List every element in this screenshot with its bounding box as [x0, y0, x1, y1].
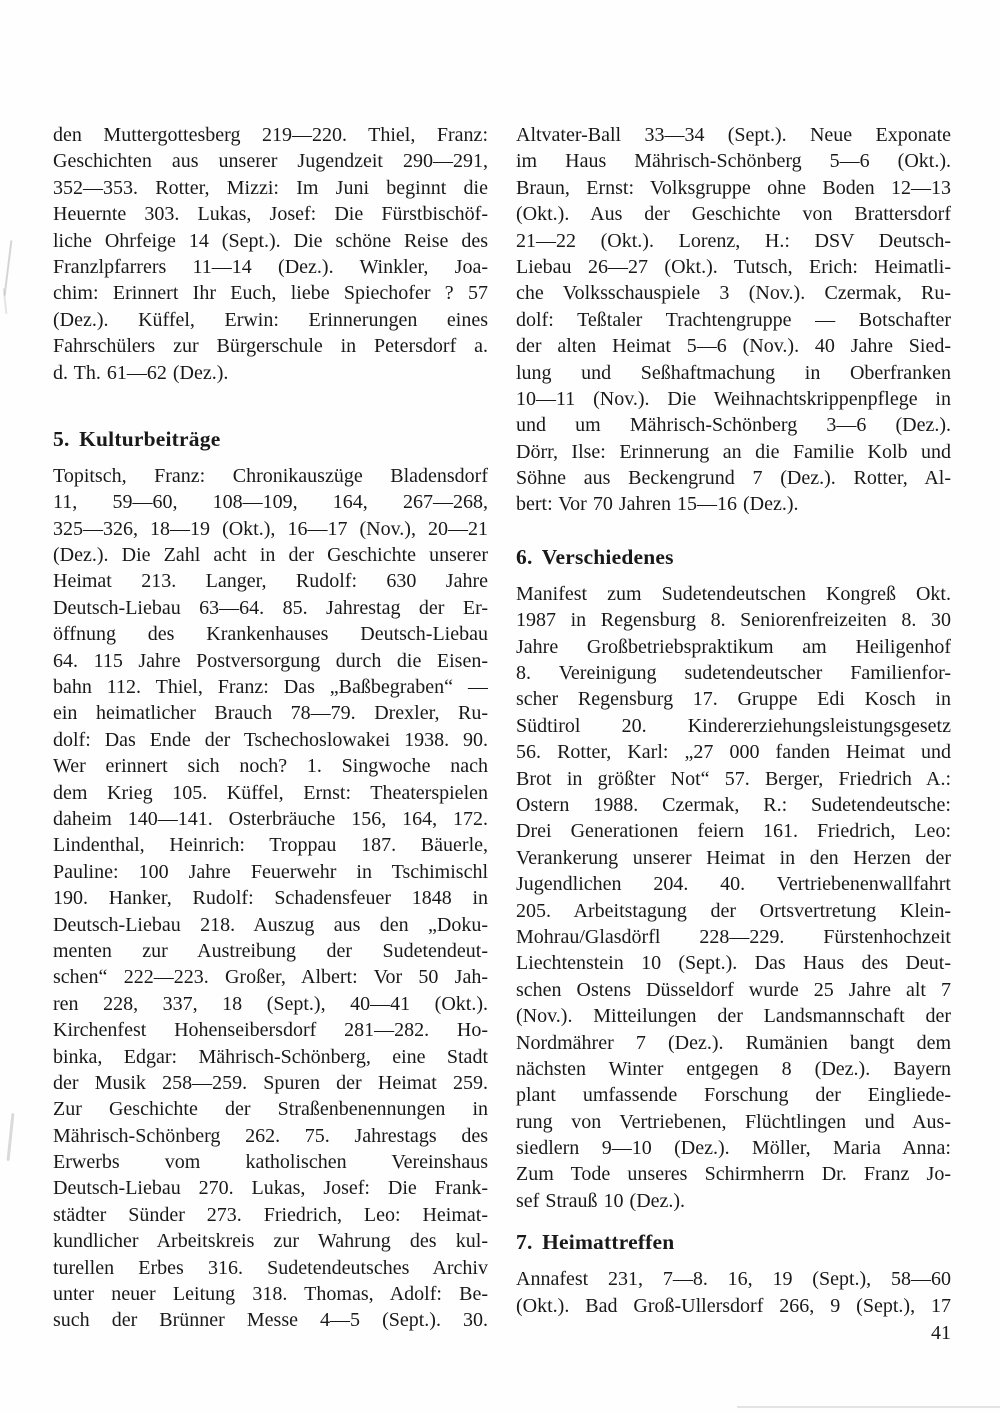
text-line: bahn 112. Thiel, Franz: Das „Baßbegraben“ —	[53, 676, 488, 699]
text-line: siedlern 9—10 (Dez.). Möller, Maria Anna:	[516, 1137, 951, 1160]
text-line: 190. Hanker, Rudolf: Schadensfeuer 1848 in	[53, 887, 488, 910]
text-line: d. Th. 61—62 (Dez.).	[53, 361, 229, 384]
section-heading: 7. Heimattreffen	[516, 1230, 675, 1255]
text-line: der Musik 258—259. Spuren der Heimat 259.	[53, 1071, 488, 1094]
text-line: Heuernte 303. Lukas, Josef: Die Fürstbischöf-	[53, 203, 488, 226]
text-line: plant umfassende Forschung der Eingliede-	[516, 1084, 951, 1107]
text-line: unter neuer Leitung 318. Thomas, Adolf: Be-	[53, 1283, 488, 1306]
text-line: dolf: Teßtaler Trachtengruppe — Botschafter	[516, 308, 951, 331]
text-line: Zur Geschichte der Straßenbenennungen in	[53, 1098, 488, 1121]
text-line: (Dez.). Die Zahl acht in der Geschichte unserer	[53, 544, 488, 567]
index-paragraph	[516, 581, 951, 1214]
text-line: scher Regensburg 17. Gruppe Edi Kosch in	[516, 688, 951, 711]
text-column-left	[53, 122, 488, 1334]
text-line: kundlicher Arbeitskreis zur Wahrung des kul-	[53, 1230, 488, 1253]
text-line: 11, 59—60, 108—109, 164, 267—268,	[53, 491, 488, 514]
text-line: Liechtenstein 10 (Sept.). Das Haus des Deut-	[516, 952, 951, 975]
text-line: Jugendlichen 204. 40. Vertriebenenwallfahrt	[516, 873, 951, 896]
text-line: 56. Rotter, Karl: „27 000 fanden Heimat und	[516, 741, 951, 764]
text-line: 1987 in Regensburg 8. Seniorenfreizeiten 8. 30	[516, 609, 951, 632]
text-line: (Nov.). Mitteilungen der Landsmannschaft der	[516, 1005, 951, 1028]
section-heading: 5. Kulturbeiträge	[53, 426, 221, 451]
text-line: nächsten Winter entgegen 8 (Dez.). Bayern	[516, 1057, 951, 1080]
text-line: Nordmährer 7 (Dez.). Rumänien bangt dem	[516, 1031, 951, 1054]
text-line: Fahrschülers zur Bürgerschule in Petersdorf a.	[53, 335, 488, 358]
text-line: Manifest zum Sudetendeutschen Kongreß Okt.	[516, 582, 951, 605]
text-line: dolf: Das Ende der Tschechoslowakei 1938. 90.	[53, 728, 488, 751]
text-line: Annafest 231, 7—8. 16, 19 (Sept.), 58—60	[516, 1268, 951, 1291]
text-line: 21—22 (Okt.). Lorenz, H.: DSV Deutsch-	[516, 229, 951, 252]
text-line: turellen Erbes 316. Sudetendeutsches Archiv	[53, 1256, 488, 1279]
text-line: Braun, Ernst: Volksgruppe ohne Boden 12—13	[516, 176, 951, 199]
text-line: Dörr, Ilse: Erinnerung an die Familie Kolb und	[516, 440, 951, 463]
text-line: Topitsch, Franz: Chronikauszüge Bladensdorf	[53, 464, 488, 487]
section-heading: 6. Verschiedenes	[516, 544, 674, 569]
text-line: Liebau 26—27 (Okt.). Tutsch, Erich: Heimatli-	[516, 255, 951, 278]
scan-artifact-rule	[737, 1406, 1000, 1408]
text-line: Ostern 1988. Czermak, R.: Sudetendeutsche:	[516, 793, 951, 816]
text-line: Deutsch-Liebau 63—64. 85. Jahrestag der Er-	[53, 596, 488, 619]
scan-artifact	[4, 240, 13, 296]
text-line: Lindenthal, Heinrich: Troppau 187. Bäuerle,	[53, 834, 488, 857]
text-line: 10—11 (Nov.). Die Weihnachtskrippenpflege in	[516, 387, 951, 410]
text-line: schen Ostens Düsseldorf wurde 25 Jahre alt 7	[516, 978, 951, 1001]
text-line: schen“ 222—223. Großer, Albert: Vor 50 Jah-	[53, 966, 488, 989]
text-line: Geschichten aus unserer Jugendzeit 290—291,	[53, 150, 488, 173]
text-line: bert: Vor 70 Jahren 15—16 (Dez.).	[516, 493, 799, 516]
text-line: ein heimatlicher Brauch 78—79. Drexler, Ru-	[53, 702, 488, 725]
text-line: den Muttergottesberg 219—220. Thiel, Franz:	[53, 124, 488, 146]
text-line: lung und Seßhaftmachung in Oberfranken	[516, 361, 951, 384]
text-line: che Volksschauspiele 3 (Nov.). Czermak, Ru-	[516, 282, 951, 305]
text-line: rung von Vertriebenen, Flüchtlingen und Aus-	[516, 1110, 951, 1133]
index-paragraph	[516, 122, 951, 518]
text-line: liche Ohrfeige 14 (Sept.). Die schöne Reise des	[53, 229, 488, 252]
text-line: der alten Heimat 5—6 (Nov.). 40 Jahre Sied-	[516, 335, 951, 358]
index-paragraph	[53, 122, 488, 386]
text-line: Deutsch-Liebau 218. Auszug aus den „Doku-	[53, 913, 488, 936]
text-line: dem Krieg 105. Küffel, Ernst: Theaterspielen	[53, 781, 488, 804]
text-line: Heimat 213. Langer, Rudolf: 630 Jahre	[53, 570, 488, 593]
text-line: und um Mährisch-Schönberg 3—6 (Dez.).	[516, 414, 951, 437]
text-line: (Dez.). Küffel, Erwin: Erinnerungen eines	[53, 308, 488, 331]
text-line: Franzlpfarrers 11—14 (Dez.). Winkler, Joa-	[53, 255, 488, 278]
text-line: Drei Generationen feiern 161. Friedrich, Leo:	[516, 820, 951, 843]
text-line: Altvater-Ball 33—34 (Sept.). Neue Exponate	[516, 124, 951, 146]
index-paragraph	[53, 463, 488, 1334]
text-line: (Okt.). Aus der Geschichte von Brattersdorf	[516, 203, 951, 226]
text-line: Deutsch-Liebau 270. Lukas, Josef: Die Frank-	[53, 1177, 488, 1200]
text-line: 8. Vereinigung sudetendeutscher Familienfor-	[516, 662, 951, 685]
index-paragraph	[516, 1266, 951, 1319]
text-line: 205. Arbeitstagung der Ortsvertretung Klein-	[516, 899, 951, 922]
text-line: (Okt.). Bad Groß-Ullersdorf 266, 9 (Sept.), 17	[516, 1294, 951, 1317]
text-column-right	[516, 122, 951, 1319]
scan-artifact	[3, 288, 8, 314]
text-line: im Haus Mährisch-Schönberg 5—6 (Okt.).	[516, 150, 951, 173]
text-line: Brot in größter Not“ 57. Berger, Friedrich A.:	[516, 767, 951, 790]
text-line: 325—326, 18—19 (Okt.), 16—17 (Nov.), 20—21	[53, 517, 488, 540]
text-line: Pauline: 100 Jahre Feuerwehr in Tschimischl	[53, 860, 488, 883]
text-line: Kirchenfest Hohenseibersdorf 281—282. Ho-	[53, 1019, 488, 1042]
text-line: 352—353. Rotter, Mizzi: Im Juni beginnt die	[53, 176, 488, 199]
text-line: Mohrau/Glasdörfl 228—229. Fürstenhochzeit	[516, 925, 951, 948]
text-line: Verankerung unserer Heimat in den Herzen der	[516, 846, 951, 869]
text-line: daheim 140—141. Osterbräuche 156, 164, 172.	[53, 807, 488, 830]
text-line: Erwerbs vom katholischen Vereinshaus	[53, 1151, 488, 1174]
text-line: städter Sünder 273. Friedrich, Leo: Heimat-	[53, 1203, 488, 1226]
text-line: Jahre Großbetriebspraktikum am Heiligenhof	[516, 635, 951, 658]
text-line: menten zur Austreibung der Sudetendeut-	[53, 939, 488, 962]
text-line: sef Strauß 10 (Dez.).	[516, 1189, 686, 1212]
text-line: 64. 115 Jahre Postversorgung durch die Eisen-	[53, 649, 488, 672]
text-line: Wer erinnert sich noch? 1. Singwoche nach	[53, 755, 488, 778]
text-line: Zum Tode unseres Schirmherrn Dr. Franz Jo-	[516, 1163, 951, 1186]
text-line: Mährisch-Schönberg 262. 75. Jahrestags des	[53, 1124, 488, 1147]
text-line: Südtirol 20. Kindererziehungsleistungsgesetz	[516, 714, 951, 737]
text-line: ren 228, 337, 18 (Sept.), 40—41 (Okt.).	[53, 992, 488, 1015]
text-line: Söhne aus Beckengrund 7 (Dez.). Rotter, Al-	[516, 467, 951, 490]
page-number: 41	[931, 1322, 951, 1344]
text-line: binka, Edgar: Mährisch-Schönberg, eine Stadt	[53, 1045, 488, 1068]
text-line: chim: Erinnert Ihr Euch, liebe Spiechofer ? 57	[53, 282, 488, 305]
scan-artifact	[6, 1113, 14, 1161]
text-line: such der Brünner Messe 4—5 (Sept.). 30.	[53, 1309, 488, 1332]
text-line: öffnung des Krankenhauses Deutsch-Liebau	[53, 623, 488, 646]
